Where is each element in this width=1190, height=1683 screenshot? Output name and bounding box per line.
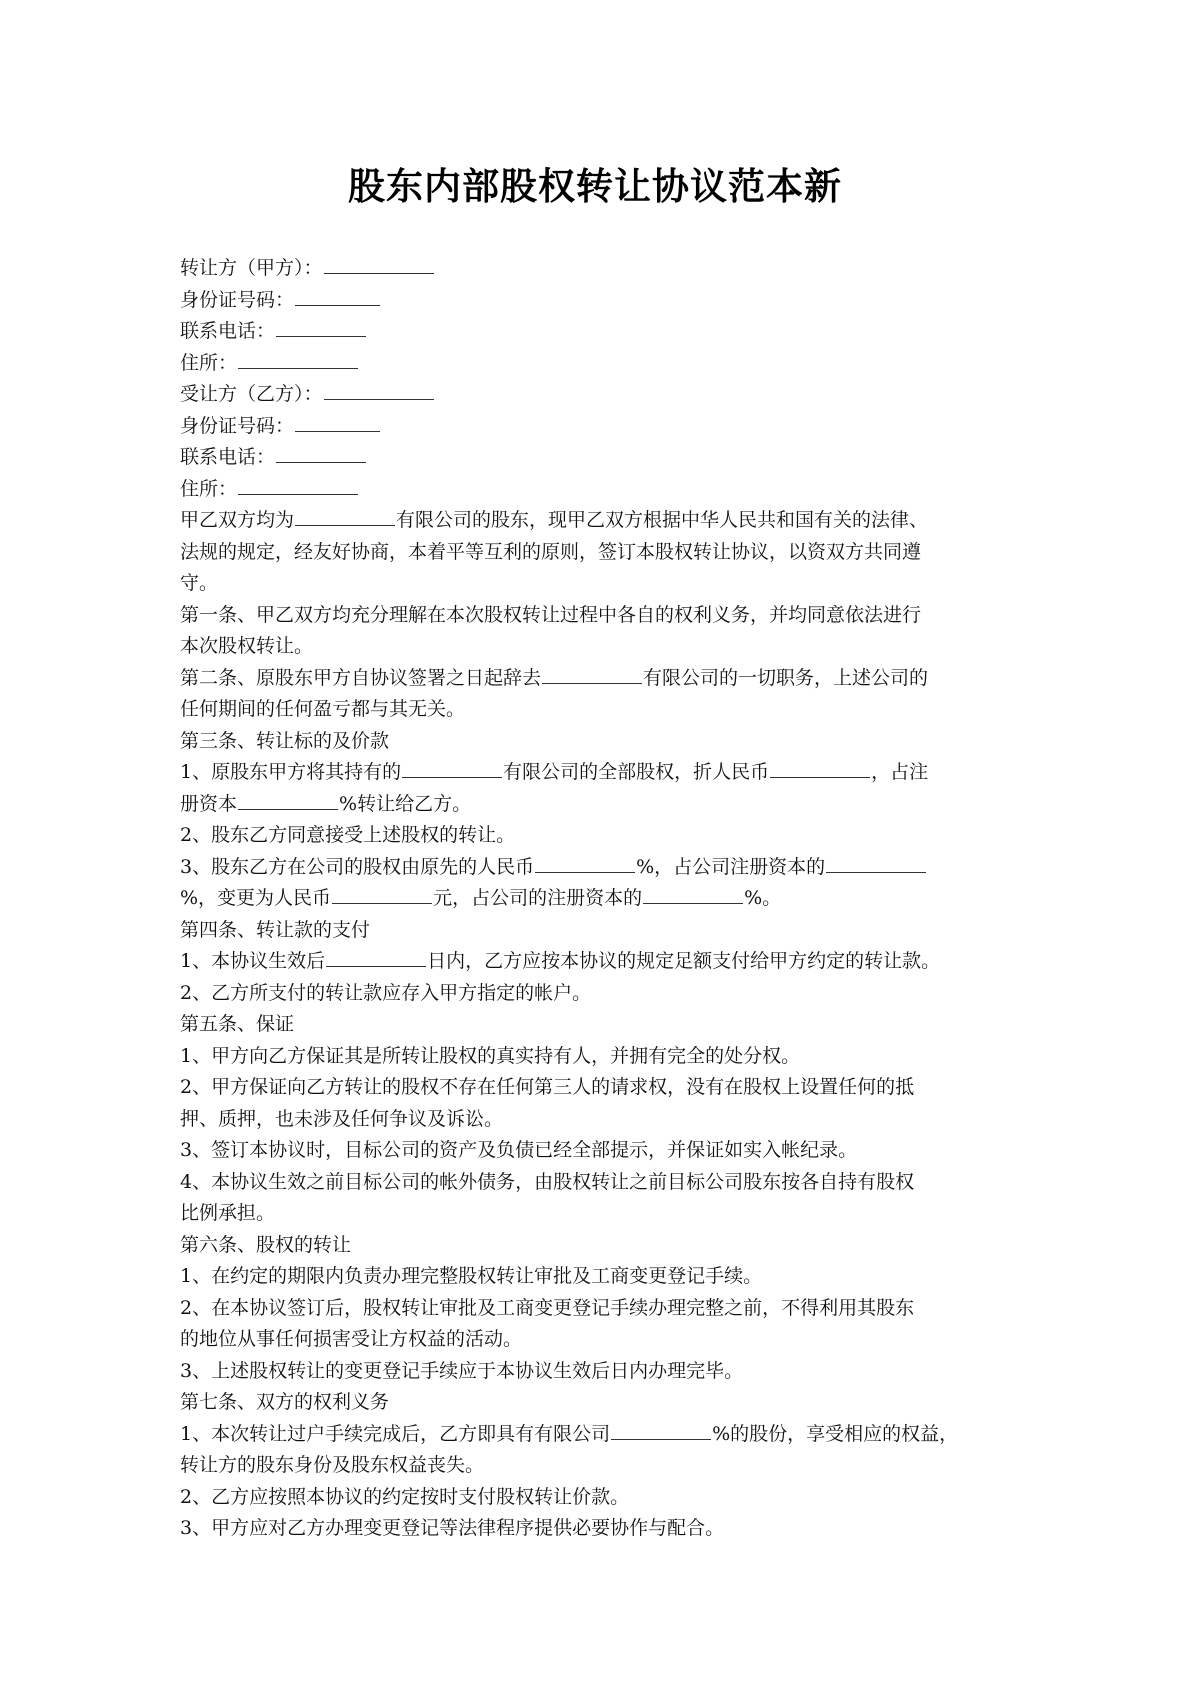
- preamble-line-2: 法规的规定，经友好协商，本着平等互利的原则，签订本股权转让协议，以资双方共同遵: [180, 540, 922, 563]
- clause-text: ，占注: [871, 761, 929, 783]
- clause-text: 有限公司的全部股权，折人民币: [503, 761, 770, 783]
- transferor-label: 转让方（甲方）：: [180, 257, 323, 279]
- transferee-address-line: [180, 474, 1015, 506]
- article-2-line-2: 任何期间的任何盈亏都与其无关。: [180, 698, 466, 720]
- clause-text: 册资本: [180, 792, 238, 815]
- transferee-id-label: 身份证号码：: [180, 414, 295, 437]
- transferor-address-label: 住所：: [180, 351, 238, 374]
- article-4-clause-1: [180, 946, 1015, 978]
- article-5-clause-2-cont: 押、质押，也未涉及任何争议及诉讼。: [180, 1107, 504, 1130]
- document-title: 股东内部股权转让协议范本新: [348, 165, 842, 208]
- article-2-text: 有限公司的一切职务，上述公司的: [643, 666, 929, 689]
- article-7-clause-1-cont: 转让方的股东身份及股东权益丧失。: [180, 1454, 485, 1476]
- company-name-blank: [542, 663, 642, 684]
- article-3-clause-1-cont: [180, 789, 1015, 821]
- company-name-blank: [402, 757, 502, 778]
- percent-blank: [611, 1419, 711, 1440]
- document-body: [180, 253, 1015, 1545]
- article-3-clause-3: [180, 852, 1015, 884]
- transferor-blank: [324, 253, 434, 274]
- company-name-blank: [295, 505, 395, 526]
- clause-text: 日内，乙方应按本协议的规定足额支付给甲方约定的转让款。: [427, 950, 941, 972]
- transferee-line: [180, 379, 1015, 411]
- article-2-line-1: [180, 663, 1015, 695]
- transferor-phone-line: [180, 316, 1015, 348]
- transferor-id-blank: [295, 285, 380, 306]
- article-5-clause-2: 2、甲方保证向乙方转让的股权不存在任何第三人的请求权，没有在股权上设置任何的抵: [180, 1076, 915, 1098]
- article-5-clause-3: 3、签订本协议时，目标公司的资产及负债已经全部提示，并保证如实入帐纪录。: [180, 1139, 858, 1161]
- transferee-phone-label: 联系电话：: [180, 446, 276, 468]
- article-7-clause-3: 3、甲方应对乙方办理变更登记等法律程序提供必要协作与配合。: [180, 1517, 725, 1539]
- transferor-line: [180, 253, 1015, 285]
- amount-blank: [770, 757, 870, 778]
- amount-blank: [332, 883, 432, 904]
- days-blank: [326, 946, 426, 967]
- transferor-id-line: [180, 285, 1015, 317]
- clause-text: 3、股东乙方在公司的股权由原先的人民币: [180, 855, 535, 878]
- article-1-line-2: 本次股权转让。: [180, 635, 314, 657]
- clause-text: %，占公司注册资本的: [636, 855, 826, 878]
- clause-text: 1、本次转让过户手续完成后，乙方即具有有限公司: [180, 1422, 611, 1445]
- article-7-heading: 第七条、双方的权利义务: [180, 1391, 390, 1413]
- article-5-clause-4-cont: 比例承担。: [180, 1202, 276, 1224]
- transferee-label: 受让方（乙方）：: [180, 383, 323, 405]
- article-6-clause-3: 3、上述股权转让的变更登记手续应于本协议生效后日内办理完毕。: [180, 1359, 744, 1382]
- article-1-line-1: 第一条、甲乙双方均充分理解在本次股权转让过程中各自的权利义务，并均同意依法进行: [180, 603, 922, 626]
- article-6-heading: 第六条、股权的转让: [180, 1233, 352, 1256]
- article-7-clause-1: [180, 1419, 1015, 1451]
- article-6-clause-1: 1、在约定的期限内负责办理完整股权转让审批及工商变更登记手续。: [180, 1265, 763, 1287]
- transferee-address-label: 住所：: [180, 477, 238, 500]
- clause-text: %，变更为人民币: [180, 887, 332, 909]
- percent-blank: [238, 789, 338, 810]
- transferee-address-blank: [238, 474, 358, 495]
- article-6-clause-2-cont: 的地位从事任何损害受让方权益的活动。: [180, 1328, 523, 1350]
- article-2-text: 第二条、原股东甲方自协议签署之日起辞去: [180, 666, 542, 689]
- preamble-line-1: [180, 505, 1015, 537]
- amount-blank: [535, 852, 635, 873]
- article-6-clause-2: 2、在本协议签订后，股权转让审批及工商变更登记手续办理完整之前，不得利用其股东: [180, 1296, 915, 1319]
- article-4-clause-2: 2、乙方所支付的转让款应存入甲方指定的帐户。: [180, 981, 592, 1004]
- clause-text: 元，占公司的注册资本的: [433, 887, 643, 909]
- clause-text: 1、本协议生效后: [180, 950, 326, 972]
- article-3-clause-2: 2、股东乙方同意接受上述股权的转让。: [180, 824, 516, 846]
- transferor-address-line: [180, 348, 1015, 380]
- transferor-id-label: 身份证号码：: [180, 288, 295, 311]
- article-4-heading: 第四条、转让款的支付: [180, 918, 371, 941]
- article-3-clause-3-cont: [180, 883, 1015, 915]
- transferee-id-line: [180, 411, 1015, 443]
- clause-text: %转让给乙方。: [339, 792, 472, 815]
- transferee-blank: [324, 379, 434, 400]
- transferee-phone-blank: [276, 442, 366, 463]
- clause-text: %的股份，享受相应的权益，: [712, 1422, 959, 1445]
- transferor-phone-blank: [276, 316, 366, 337]
- article-5-clause-4: 4、本协议生效之前目标公司的帐外债务，由股权转让之前目标公司股东按各自持有股权: [180, 1170, 915, 1193]
- transferee-id-blank: [295, 411, 380, 432]
- percent-blank: [643, 883, 743, 904]
- percent-blank: [826, 852, 926, 873]
- preamble-text: 甲乙双方均为: [180, 509, 295, 531]
- transferor-phone-label: 联系电话：: [180, 320, 276, 342]
- article-3-heading: 第三条、转让标的及价款: [180, 729, 390, 752]
- transferor-address-blank: [238, 348, 358, 369]
- transferee-phone-line: [180, 442, 1015, 474]
- article-5-clause-1: 1、甲方向乙方保证其是所转让股权的真实持有人，并拥有完全的处分权。: [180, 1044, 801, 1067]
- article-3-clause-1: [180, 757, 1015, 789]
- clause-text: 1、原股东甲方将其持有的: [180, 761, 402, 783]
- preamble-text: 有限公司的股东，现甲乙双方根据中华人民共和国有关的法律、: [396, 509, 929, 531]
- preamble-line-3: 守。: [180, 572, 219, 594]
- article-5-heading: 第五条、保证: [180, 1013, 295, 1035]
- clause-text: %。: [744, 887, 782, 909]
- article-7-clause-2: 2、乙方应按照本协议的约定按时支付股权转让价款。: [180, 1485, 630, 1508]
